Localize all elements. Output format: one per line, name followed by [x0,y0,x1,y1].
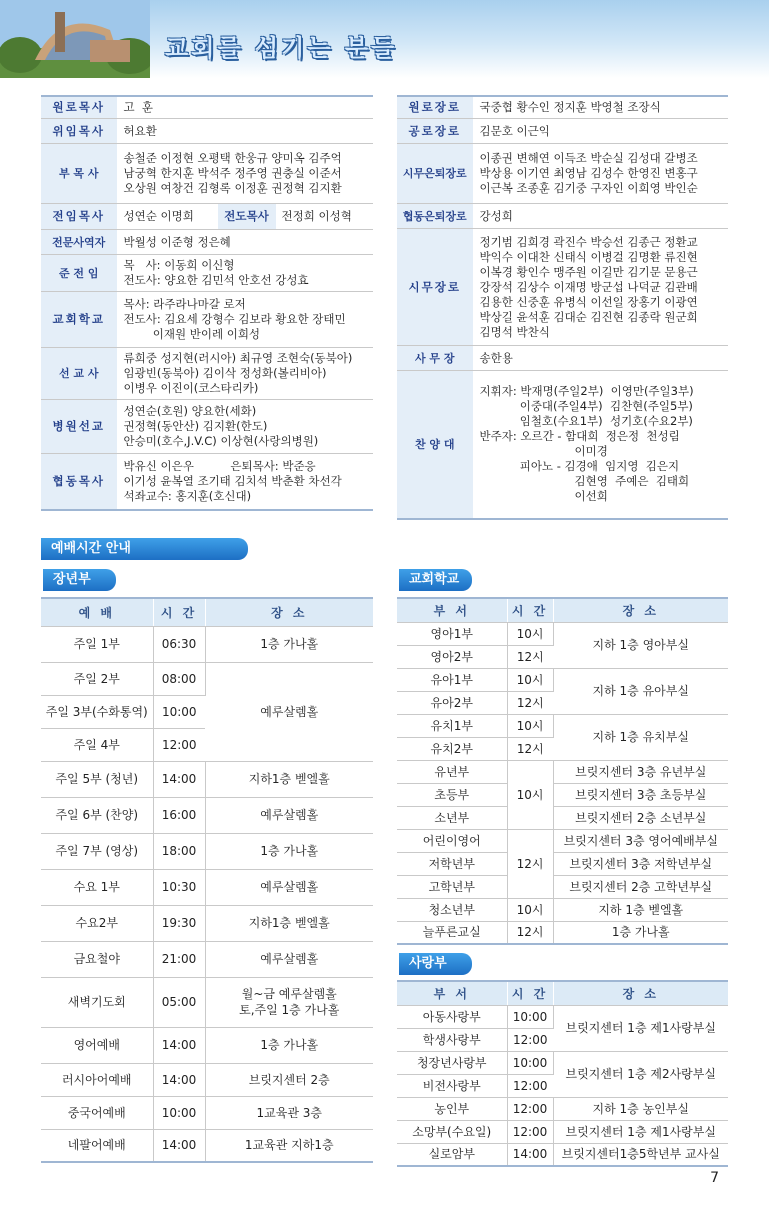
staff-value-line: 국중협 황수인 정지훈 박영철 조장식 [479,100,661,114]
staff-value-line: 임철호(수요1부) 성기호(수요2부) [479,414,693,429]
staff-value-line: 박월성 이준형 정은혜 [123,234,231,249]
school-dept: 저학년부 [397,852,507,875]
staff-value-line: 김명석 박찬식 [479,324,550,339]
school-place: 1층 가나홀 [553,921,728,944]
staff-value-line: 성연순 이명희 [123,209,194,223]
love-tag: 사랑부 [399,953,472,975]
staff-value-line: 송철준 이정현 오평택 한웅규 양미옥 김주억 [123,151,342,165]
left_rows-row [41,255,373,292]
adult-place-line: 지하1층 벧엘홀 [248,772,330,786]
love-row [397,1097,728,1120]
adult-service: 주일 6부 (찬양) [41,797,153,833]
adult-time: 10:00 [153,1096,205,1129]
school-col-time: 시 간 [507,598,553,622]
staff-value [117,230,373,255]
love-row [397,1005,728,1028]
school-dept: 청소년부 [397,898,507,921]
staff-value [117,348,373,400]
adult-row [41,1063,373,1096]
school-dept: 늘푸른교실 [397,921,507,944]
staff-value-line: 고 훈 [123,100,154,114]
adult-tag: 장년부 [43,569,116,591]
school-time: 12시 [507,829,553,898]
adult-place-line: 예루살렘홀 [260,952,319,966]
adult-place [205,1096,373,1129]
right_rows-row [397,346,728,371]
love-row [397,1120,728,1143]
love-dept: 아동사랑부 [397,1005,507,1028]
staff-label: 협동은퇴장로 [397,204,473,229]
school-place: 브릿지센터 3층 영어예배부실 [553,829,728,852]
school-col-place: 장 소 [553,598,728,622]
adult-service: 네팔어예배 [41,1129,153,1162]
staff-value [117,119,373,144]
love-time: 12:00 [507,1074,553,1097]
staff-value-line: 박상길 윤석훈 김대순 김진현 김종락 원군희 [479,309,698,324]
right_rows-row [397,204,728,229]
staff-value-line: 남궁혁 한지훈 박석주 정주영 권충실 이준서 [123,166,342,180]
right_rows-row [397,96,728,119]
staff-label: 공로장로 [397,119,473,144]
left_rows-row [41,230,373,255]
staff-value [473,229,728,346]
school-col-dept: 부 서 [397,598,507,622]
adult-place-line: 월~금 예루살렘홀 [241,987,337,1001]
school-row [397,760,728,783]
staff-value-line: 전도사: 김요세 강형수 김보라 황요한 장태민 [123,312,346,326]
school-dept: 유치2부 [397,737,507,760]
school-place: 브릿지센터 3층 저학년부실 [553,852,728,875]
adult-service: 러시아어예배 [41,1063,153,1096]
love-place: 브릿지센터 1층 제1사랑부실 [553,1120,728,1143]
staff-value-line: 이병우 이진이(코스타리카) [123,381,259,395]
school-place: 브릿지센터 2층 고학년부실 [553,875,728,898]
adult-place-line: 예루살렘홀 [260,880,319,894]
love-time: 12:00 [507,1028,553,1051]
school-place: 지하 1층 유아부실 [553,668,728,714]
love-dept: 농인부 [397,1097,507,1120]
staff-value [117,292,373,348]
adult-service: 주일 4부 [41,728,153,761]
staff-label: 원로목사 [41,96,117,119]
love-place: 브릿지센터1층5학년부 교사실 [553,1143,728,1166]
staff-sub-label: 전도목사 [218,204,276,229]
adult-row [41,662,373,695]
school-dept: 영아1부 [397,622,507,645]
staff-value-line: 석좌교수: 홍지훈(호신대) [123,488,252,503]
school-schedule-table [397,597,728,945]
staff-label: 시무장로 [397,229,473,346]
school-row [397,714,728,737]
staff-value-line: 임광빈(동북아) 김이삭 정성화(볼리비아) [123,366,327,380]
staff-value-line: 피아노 - 김경애 임지영 김은지 [479,459,680,474]
adult-time: 10:00 [153,695,205,728]
school-row [397,829,728,852]
school-row [397,898,728,921]
love-schedule-table [397,980,728,1167]
staff-value-line: 이근복 조종훈 김기중 구자인 이희영 박인순 [479,181,698,195]
adult-place [205,905,373,941]
left-staff-table [41,95,373,511]
school-time: 12시 [507,645,553,668]
adult-place-line: 1층 가나홀 [260,844,319,858]
staff-value-line: 이기성 윤복열 조기태 김치석 박춘환 차선각 [123,473,342,488]
love-col-dept: 부 서 [397,981,507,1005]
adult-row [41,869,373,905]
right-staff-table [397,95,728,520]
staff-value-split [118,204,374,229]
adult-service: 영어예배 [41,1027,153,1063]
school-dept: 영아2부 [397,645,507,668]
adult-col-time: 시 간 [153,598,205,626]
staff-label: 협동목사 [41,454,117,510]
adult-time: 14:00 [153,1063,205,1096]
staff-sub-value: 전정희 이성혁 [281,209,352,223]
staff-value-line: 지휘자: 박재명(주일2부) 이영만(주일3부) [479,384,694,399]
love-dept: 학생사랑부 [397,1028,507,1051]
adult-place [205,662,373,761]
staff-value [473,204,728,229]
staff-value-line: 안승미(호수,J.V.C) 이상현(사랑의병원) [123,434,319,448]
staff-label: 찬 양 대 [397,371,473,519]
adult-service: 새벽기도회 [41,977,153,1027]
school-time: 10시 [507,622,553,645]
love-time: 12:00 [507,1120,553,1143]
love-time: 14:00 [507,1143,553,1166]
adult-place-line: 1교육관 3층 [256,1105,322,1120]
school-place: 지하 1층 벧엘홀 [553,898,728,921]
adult-row [41,977,373,1027]
adult-service: 주일 7부 (영상) [41,833,153,869]
staff-value-line: 목사: 라주라나마갈 로저 [123,297,246,311]
adult-row [41,1027,373,1063]
staff-label: 원로장로 [397,96,473,119]
staff-label: 시무은퇴장로 [397,144,473,204]
page-number: 7 [710,1170,719,1186]
staff-value [117,255,373,292]
staff-value [117,400,373,454]
staff-value-line: 허요환 [123,123,157,138]
school-dept: 유아1부 [397,668,507,691]
staff-value [117,204,373,230]
staff-value-line: 이중대(주일4부) 김찬현(주일5부) [479,399,693,414]
love-dept: 소망부(수요일) [397,1120,507,1143]
school-dept: 유아2부 [397,691,507,714]
staff-label: 전문사역자 [41,230,117,255]
school-dept: 고학년부 [397,875,507,898]
adult-row [41,905,373,941]
love-place: 브릿지센터 1층 제1사랑부실 [553,1005,728,1051]
adult-time: 19:30 [153,905,205,941]
right_rows-row [397,371,728,519]
adult-place [205,761,373,797]
left_rows-row [41,204,373,230]
adult-place [205,1027,373,1063]
adult-row [41,761,373,797]
school-time: 10시 [507,714,553,737]
staff-label: 병원선교 [41,400,117,454]
adult-place-line: 브릿지센터 2층 [248,1072,330,1087]
adult-place [205,977,373,1027]
adult-service: 주일 1부 [41,626,153,662]
left_rows-row [41,144,373,204]
adult-place-line: 1층 가나홀 [260,637,319,651]
school-row [397,668,728,691]
staff-value-line: 김용한 신중훈 유병식 이선일 장홍기 이광연 [479,294,698,309]
staff-value [473,371,728,519]
staff-value-line: 송한용 [479,350,513,365]
staff-value-line: 성연순(호원) 양요한(세화) [123,404,257,418]
adult-row [41,833,373,869]
staff-value-line: 류희중 성지현(러시아) 최규영 조현숙(동북아) [123,351,353,365]
staff-value-line: 박유신 이은우 은퇴목사: 박준응 [123,458,316,473]
staff-value-line: 전도사: 양요한 김민석 안호선 강성효 [123,273,309,287]
love-time: 12:00 [507,1097,553,1120]
love-col-time: 시 간 [507,981,553,1005]
adult-place-line: 예루살렘홀 [260,704,319,719]
love-time: 10:00 [507,1051,553,1074]
school-row [397,783,728,806]
adult-service: 수요 1부 [41,869,153,905]
staff-value-line: 정기범 김희경 곽진수 박승선 김종근 정환교 [479,234,698,249]
school-time: 12시 [507,691,553,714]
left_rows-row [41,119,373,144]
school-time: 10시 [507,898,553,921]
staff-value-line: 이선희 [479,489,608,504]
staff-value-line: 박익수 이대찬 신태식 이병걸 김명환 류진현 [479,249,698,264]
staff-label: 준 전 임 [41,255,117,292]
adult-time: 14:00 [153,1129,205,1162]
staff-label: 선 교 사 [41,348,117,400]
adult-time: 08:00 [153,662,205,695]
staff-value-line: 김문호 이근익 [479,123,550,138]
staff-value [473,119,728,144]
left_rows-row [41,454,373,510]
staff-value-line: 박상용 이기연 최영남 김성수 한영진 변홍구 [479,166,698,180]
adult-time: 18:00 [153,833,205,869]
school-row [397,622,728,645]
school-dept: 유년부 [397,760,507,783]
staff-value-line: 목 사: 이동희 이신형 [123,258,235,272]
adult-place-line: 예루살렘홀 [260,808,319,822]
adult-row [41,1129,373,1162]
love-dept: 청장년사랑부 [397,1051,507,1074]
left_rows-row [41,96,373,119]
adult-col-service: 예 배 [41,598,153,626]
love-place: 지하 1층 농인부실 [553,1097,728,1120]
staff-value [473,346,728,371]
staff-value-line: 강성희 [479,208,513,223]
school-row [397,806,728,829]
page-header [0,0,769,78]
right-staff-body [397,96,728,519]
adult-place-line: 1교육관 지하1층 [244,1138,334,1153]
staff-value [473,144,728,204]
page-title: 교회를 섬기는 분들 [165,33,398,62]
adult-time: 06:30 [153,626,205,662]
school-row [397,921,728,944]
adult-place [205,869,373,905]
love-dept: 비전사랑부 [397,1074,507,1097]
adult-place [205,941,373,977]
adult-place [205,797,373,833]
love-dept: 실로암부 [397,1143,507,1166]
adult-place-line: 1층 가나홀 [260,1038,319,1052]
staff-value [117,96,373,119]
school-time: 12시 [507,737,553,760]
school-tag: 교회학교 [399,569,472,591]
adult-row [41,1096,373,1129]
staff-value-line: 이종권 변해연 이득조 박순실 김성대 갈병조 [479,151,698,165]
school-time: 12시 [507,921,553,944]
adult-place [205,1129,373,1162]
school-time: 10시 [507,668,553,691]
right_rows-row [397,144,728,204]
love-row [397,1051,728,1074]
adult-place-line: 지하1층 벧엘홀 [248,916,330,930]
adult-service: 주일 5부 (청년) [41,761,153,797]
adult-row [41,941,373,977]
right_rows-row [397,229,728,346]
school-place: 지하 1층 영아부실 [553,622,728,668]
adult-row [41,626,373,662]
adult-time: 21:00 [153,941,205,977]
adult-place [205,1063,373,1096]
staff-value-line: 오상원 여창건 김형록 이정훈 권정혁 김지환 [123,181,342,195]
adult-time: 14:00 [153,1027,205,1063]
left_rows-row [41,348,373,400]
adult-row [41,797,373,833]
staff-value-line: 권정혁(동안산) 김지환(한도) [123,419,268,433]
adult-service: 주일 2부 [41,662,153,695]
adult-time: 10:30 [153,869,205,905]
adult-time: 05:00 [153,977,205,1027]
staff-value-line: 이복경 황인수 맹주원 이길만 김기문 문용근 [479,264,698,279]
adult-schedule-table [41,597,373,1163]
staff-value-line: 김현영 주예은 김태희 [479,474,690,489]
adult-time: 14:00 [153,761,205,797]
church-building-image [0,0,150,78]
staff-value-line: 이재원 반이레 이희성 [123,327,261,341]
adult-col-place: 장 소 [205,598,373,626]
adult-service: 금요철야 [41,941,153,977]
adult-place [205,626,373,662]
school-dept: 유치1부 [397,714,507,737]
left_rows-row [41,292,373,348]
staff-value-line: 강장석 김상수 이재명 방군섭 나덕균 김관배 [479,279,698,294]
adult-time: 16:00 [153,797,205,833]
staff-label: 사 무 장 [397,346,473,371]
staff-label: 교회학교 [41,292,117,348]
staff-value-line: 이미경 [479,444,608,459]
school-dept: 초등부 [397,783,507,806]
adult-place-line: 토,주일 1층 가나홀 [239,1003,340,1017]
staff-value [117,454,373,510]
school-dept: 어린이영어 [397,829,507,852]
school-place: 브릿지센터 3층 초등부실 [553,783,728,806]
staff-value [473,96,728,119]
staff-label: 부 목 사 [41,144,117,204]
school-dept: 소년부 [397,806,507,829]
school-place: 브릿지센터 3층 유년부실 [553,760,728,783]
staff-label: 위임목사 [41,119,117,144]
staff-value-line: 반주자: 오르간 - 함대희 정은정 천성림 [479,429,680,444]
adult-service: 중국어예배 [41,1096,153,1129]
school-place: 지하 1층 유치부실 [553,714,728,760]
school-row [397,875,728,898]
adult-place [205,833,373,869]
love-time: 10:00 [507,1005,553,1028]
love-col-place: 장 소 [553,981,728,1005]
school-place: 브릿지센터 2층 소년부실 [553,806,728,829]
school-time: 10시 [507,760,553,829]
love-place: 브릿지센터 1층 제2사랑부실 [553,1051,728,1097]
staff-label: 전임목사 [41,204,117,230]
left_rows-row [41,400,373,454]
adult-time: 12:00 [153,728,205,761]
adult-service: 수요2부 [41,905,153,941]
right_rows-row [397,119,728,144]
school-row [397,852,728,875]
love-row [397,1143,728,1166]
worship-schedule-tag: 예배시간 안내 [41,538,248,560]
left-staff-body [41,96,373,510]
staff-value [117,144,373,204]
adult-service: 주일 3부(수화통역) [41,695,153,728]
